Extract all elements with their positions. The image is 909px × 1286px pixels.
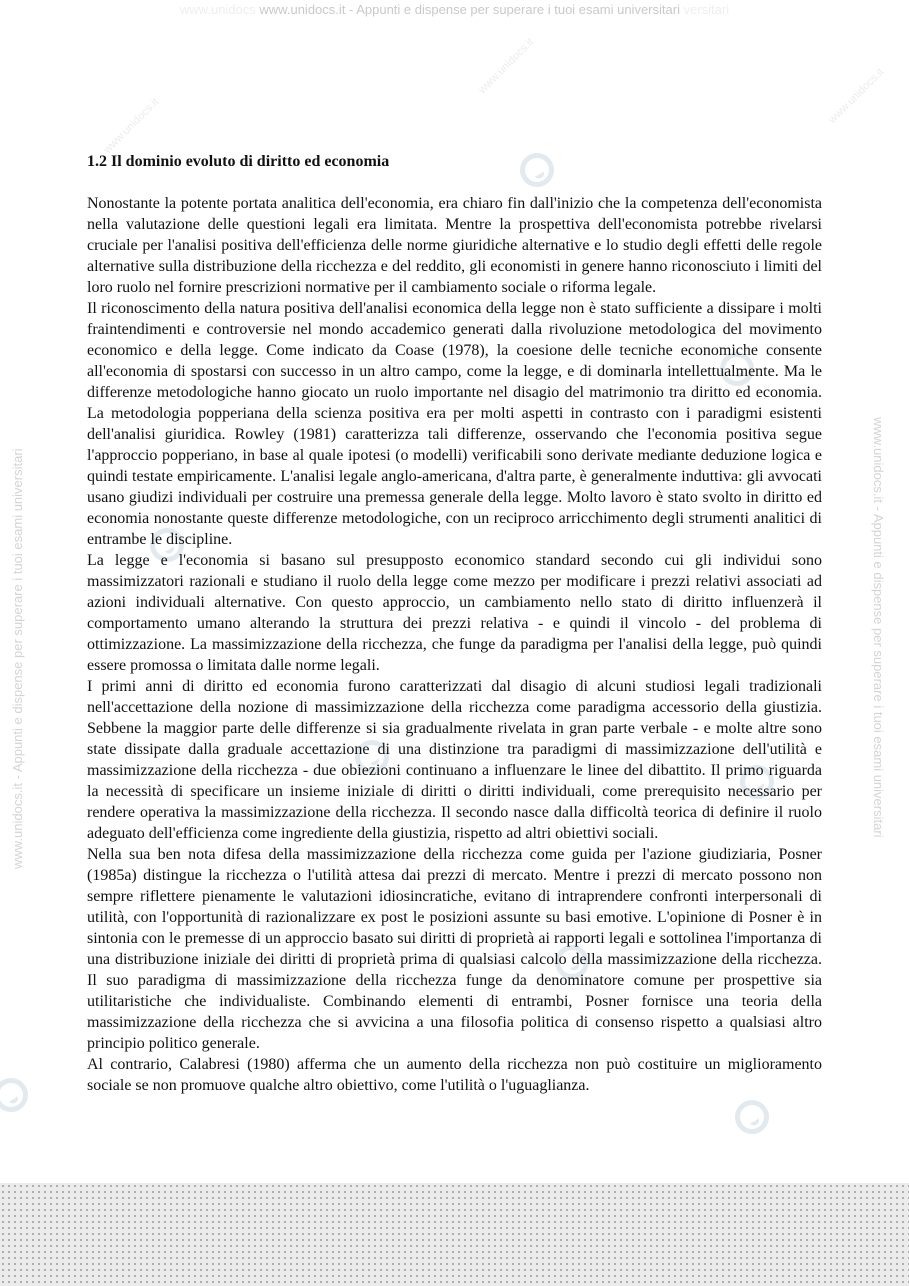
watermark-banner: [0, 2, 909, 17]
section-heading: 1.2 Il dominio evoluto di diritto ed economia: [87, 153, 390, 170]
preview-blur-overlay: [0, 1183, 909, 1286]
paragraph: La legge e l'economia si basano sul presupposto economico standard secondo cui gli individui sono massimizzatori razionali e studiano il ruolo della legge come mezzo per modificare i prezzi relativi associati ad azioni individuali alternative. Con questo approccio, un cambiamento nello stato di diritto influenzerà il comportamento umano alterando la struttura dei prezzi relativa - e quindi il vincolo - del problema di ottimizzazione. La massimizzazione della ricchezza, che funge da paradigma per l'analisi della legge, può quindi essere promossa o limitata dalle norme legali.: [87, 552, 822, 674]
watermark-side-right: www.unidocs.it - Appunti e dispense per superare i tuoi esami universitari: [871, 417, 886, 838]
watermark-banner-text: www.unidocs.it - Appunti e dispense per superare i tuoi esami universitari: [259, 2, 680, 17]
watermark-side-left: www.unidocs.it - Appunti e dispense per superare i tuoi esami universitari: [10, 448, 25, 869]
watermark-diagonal: www.unidocs.it: [476, 36, 537, 96]
watermark-banner-faint-right: versitari: [683, 2, 730, 17]
paragraph: Al contrario, Calabresi (1980) afferma che un aumento della ricchezza non può costituire un miglioramento sociale se non promuove qualche altro obiettivo, come l'utilità o l'uguaglianza.: [87, 1056, 822, 1094]
document-body: [87, 151, 822, 1096]
paragraph: Il riconoscimento della natura positiva dell'analisi economica della legge non è stato sufficiente a dissipare i molti fraintendimenti e controversie nel mondo accademico generati dalla rivoluzione metodologica del movimento economico e della legge. Come indicato da Coase (1978), la coesione delle tecniche economiche consente all'economia di spostarsi con successo in un altro campo, come la legge, e di dominarla intellettualmente. Ma le differenze metodologiche hanno giocato un ruolo importante nel disagio del matrimonio tra diritto ed economia. La metodologia popperiana della scienza positiva era per molti aspetti in contrasto con i paradigmi esistenti dell'analisi giuridica. Rowley (1981) caratterizza tali differenze, osservando che l'economia positiva segue l'approccio popperiano, in base al quale ipotesi (o modelli) verificabili sono derivate mediante deduzione logica e quindi testate empiricamente. L'analisi legale anglo-americana, d'altra parte, è generalmente induttiva: gli avvocati usano giudizi individuali per costruire una premessa generale della legge. Molto lavoro è stato svolto in diritto ed economia nonostante queste differenze metodologiche, con un reciproco arricchimento degli strumenti analitici di entrambe le discipline.: [87, 300, 822, 548]
watermark-diagonal: www.unidocs.it: [826, 66, 887, 126]
paragraph: Nonostante la potente portata analitica dell'economia, era chiaro fin dall'inizio che la competenza dell'economista nella valutazione delle questioni legali era limitata. Mentre la prospettiva dell'economista potrebbe rivelarsi cruciale per l'analisi positiva dell'efficienza delle norme giuridiche alternative e lo studio degli effetti delle regole alternative sulla distribuzione della ricchezza e del reddito, gli economisti in genere hanno riconosciuto i limiti del loro ruolo nel fornire prescrizioni normative per il cambiamento sociale o riforma legale.: [87, 195, 822, 296]
paragraph: I primi anni di diritto ed economia furono caratterizzati dal disagio di alcuni studiosi legali tradizionali nell'accettazione della nozione di massimizzazione della ricchezza come paradigma accessorio della giustizia. Sebbene la maggior parte delle differenze si sia gradualmente rivelata in gran parte verbale - e molte altre sono state dissipate dalla graduale accettazione di una distinzione tra paradigmi di massimizzazione dell'utilità e massimizzazione della ricchezza - due obiezioni continuano a influenzare le linee del dibattito. Il primo riguarda la necessità di specificare un insieme iniziale di diritti o diritti individuali, come prerequisito necessario per rendere operativa la massimizzazione della ricchezza. Il secondo nasce dalla difficoltà teorica di definire il ruolo adeguato dell'efficienza come ingrediente della giustizia, rispetto ad altri obiettivi sociali.: [87, 678, 822, 842]
paragraph: Nella sua ben nota difesa della massimizzazione della ricchezza come guida per l'azione giudiziaria, Posner (1985a) distingue la ricchezza o l'utilità attesa dai prezzi di mercato. Mentre i prezzi di mercato possono non sempre riflettere pienamente le valutazioni idiosincratiche, evitano di intraprendere confronti interpersonali di utilità, con l'opportunità di razionalizzare ex post le posizioni assunte su basi emotive. L'opinione di Posner è in sintonia con le premesse di un approccio basato sui diritti di proprietà ai rapporti legali e sottolinea l'importanza di una distribuzione iniziale dei diritti di proprietà prima di qualsiasi calcolo della massimizzazione della ricchezza. Il suo paradigma di massimizzazione della ricchezza funge da denominatore comune per prospettive sia utilitaristiche che individualiste. Combinando elementi di entrambi, Posner fornisce una teoria della massimizzazione della ricchezza che si avvicina a una filosofia politica di consenso rispetto a qualsiasi altro principio politico generale.: [87, 846, 822, 1052]
watermark-banner-faint-left: www.unidocs: [179, 2, 256, 17]
watermark-logo-icon: [0, 1072, 34, 1118]
watermark-logo-icon: [729, 1094, 775, 1140]
watermark-diagonal: www.unidocs.it: [101, 96, 162, 156]
